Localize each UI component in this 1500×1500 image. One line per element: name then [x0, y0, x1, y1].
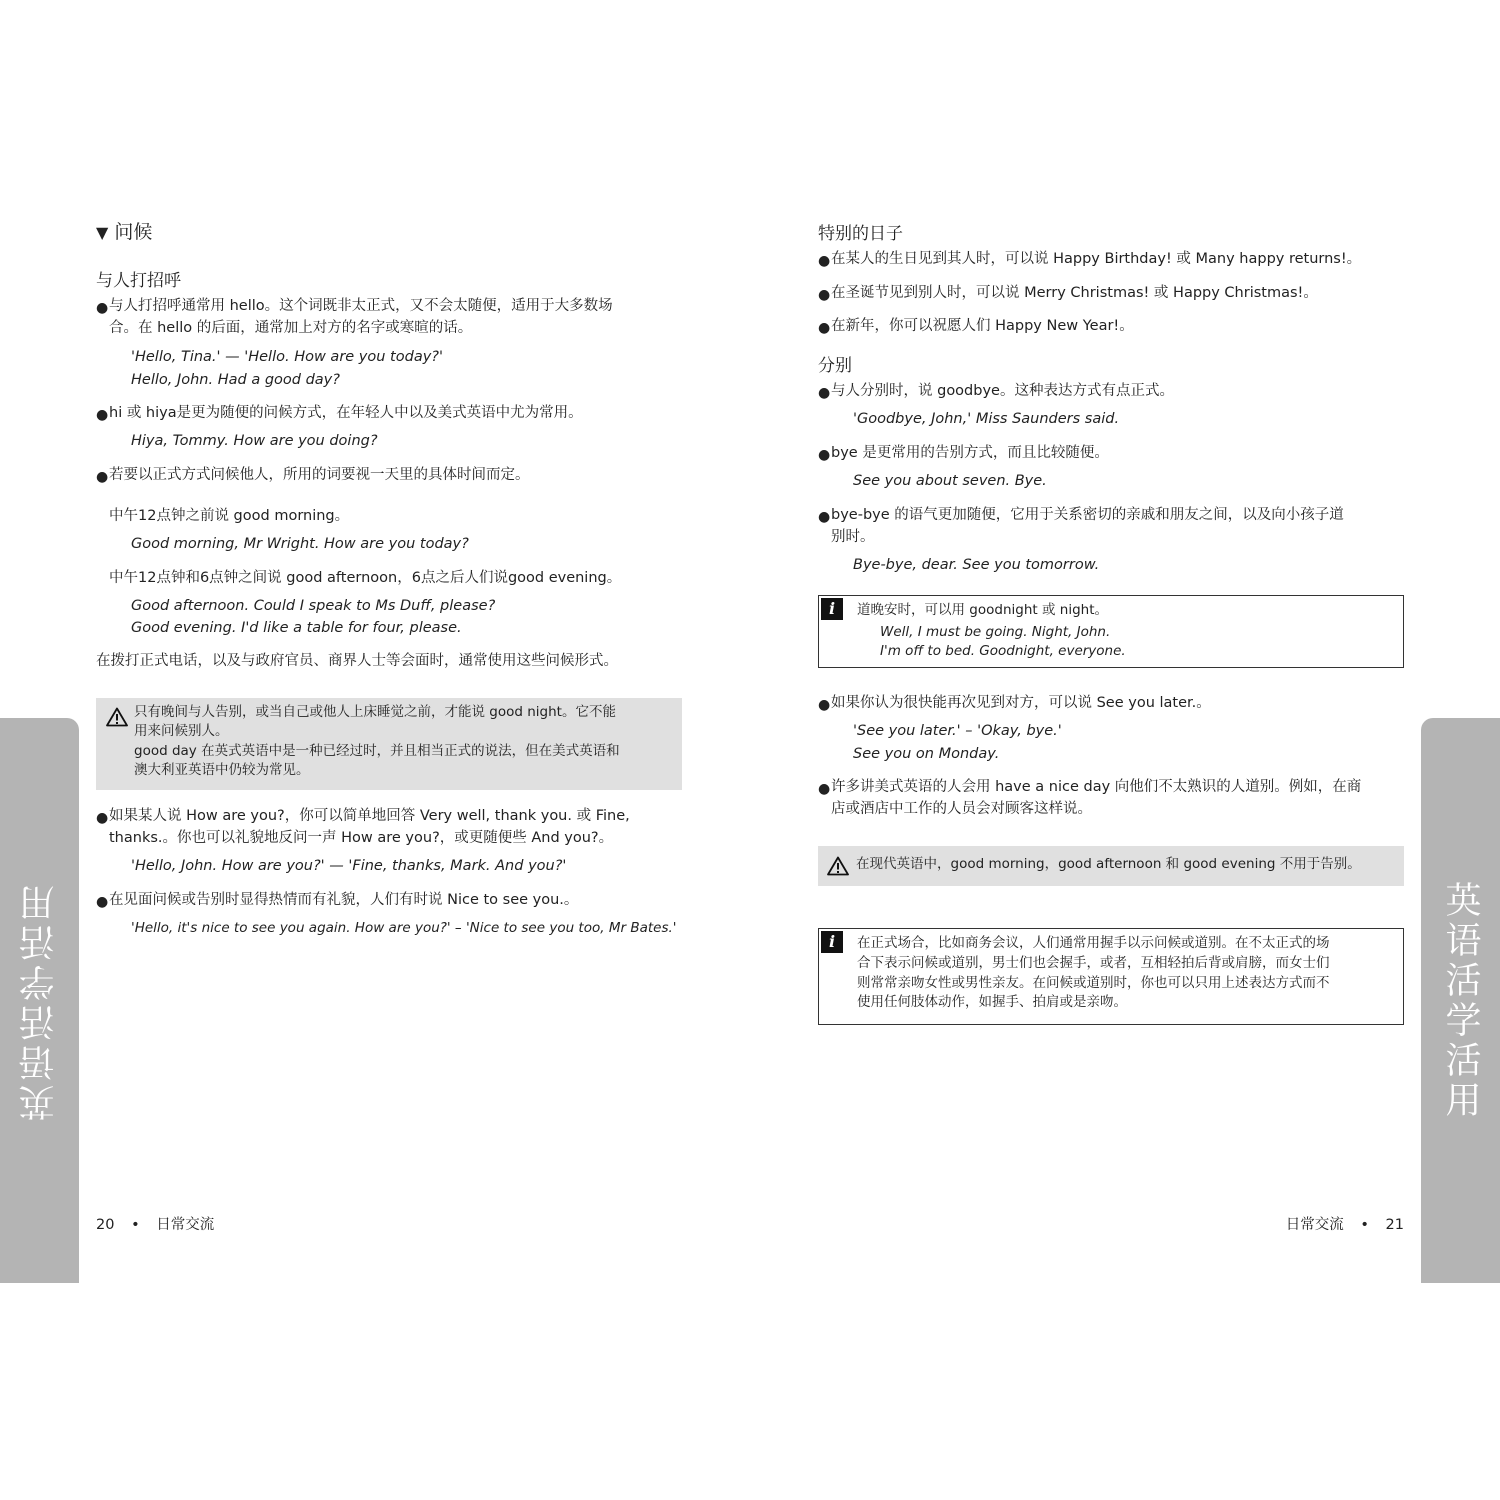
info-example: I'm off to bed. Goodnight, everyone.	[880, 643, 1126, 659]
example-line: See you on Monday.	[853, 746, 1000, 762]
bullet-icon: ●	[818, 781, 831, 797]
paragraph-line: 中午12点钟和6点钟之间说 good afternoon，6点之后人们说good evening。	[109, 570, 622, 586]
bullet-icon: ●	[96, 300, 109, 316]
section-heading: 特别的日子	[818, 224, 903, 244]
side-tab-label: 英语活学活用	[1440, 880, 1481, 1121]
info-icon: i	[821, 598, 843, 620]
example-line: 'Hello, it's nice to see you again. How are you?' – 'Nice to see you too, Mr Bates.'	[131, 920, 677, 936]
paragraph-line: 中午12点钟之前说 good morning。	[109, 508, 350, 524]
paragraph-line: thanks.。你也可以礼貌地反问一声 How are you?，或更随便些 And you?。	[109, 830, 614, 846]
info-line: 使用任何肢体动作，如握手、拍肩或是亲吻。	[857, 994, 1127, 1010]
info-box	[818, 595, 1404, 668]
info-box	[818, 928, 1404, 1025]
warning-line: 用来问候别人。	[134, 723, 229, 739]
paragraph-line: 许多讲美式英语的人会用 have a nice day 向他们不太熟识的人道别。例如，在商	[831, 779, 1362, 795]
example-line: Hello, John. Had a good day?	[131, 372, 340, 388]
side-tab-label: 英语活学活用	[19, 880, 60, 1121]
footer-separator: •	[1360, 1217, 1369, 1233]
paragraph-line: hi 或 hiya是更为随便的问候方式，在年轻人中以及美式英语中尤为常用。	[109, 405, 583, 421]
info-icon: i	[821, 931, 843, 953]
paragraph-line: 如果某人说 How are you?，你可以简单地回答 Very well, thank you. 或 Fine,	[109, 808, 630, 824]
example-line: 'Hello, Tina.' — 'Hello. How are you today?'	[131, 349, 443, 365]
info-example: Well, I must be going. Night, John.	[880, 624, 1111, 640]
warning-line: 澳大利亚英语中仍较为常见。	[134, 762, 310, 778]
example-line: Good afternoon. Could I speak to Ms Duff, please?	[131, 598, 496, 614]
paragraph-line: 若要以正式方式问候他人，所用的词要视一天里的具体时间而定。	[109, 467, 530, 483]
bullet-icon: ●	[818, 697, 831, 713]
paragraph-line: bye 是更常用的告别方式，而且比较随便。	[831, 445, 1109, 461]
footer-title: 日常交流	[156, 1217, 215, 1233]
example-line: Good evening. I'd like a table for four, please.	[131, 620, 462, 636]
bullet-icon: ●	[818, 447, 831, 463]
warning-line: good day 在英式英语中是一种已经过时，并且相当正式的说法，但在美式英语和	[134, 743, 620, 759]
warning-triangle-icon	[106, 707, 128, 727]
bullet-icon: ●	[96, 894, 109, 910]
bullet-icon: ●	[818, 509, 831, 525]
example-line: 'See you later.' – 'Okay, bye.'	[853, 723, 1062, 739]
example-line: 'Goodbye, John,' Miss Saunders said.	[853, 411, 1120, 427]
page-number: 21	[1385, 1217, 1404, 1233]
page-footer	[96, 1213, 214, 1234]
example-line: Good morning, Mr Wright. How are you today?	[131, 536, 469, 552]
paragraph-line: 合。在 hello 的后面，通常加上对方的名字或寒暄的话。	[109, 320, 473, 336]
footer-title: 日常交流	[1285, 1217, 1344, 1233]
info-line: 在正式场合，比如商务会议，人们通常用握手以示问候或道别。在不太正式的场	[857, 935, 1330, 951]
bullet-icon: ●	[96, 407, 109, 423]
bullet-icon: ●	[818, 385, 831, 401]
info-line: 则常常亲吻女性或男性亲友。在问候或道别时，你也可以只用上述表达方式而不	[857, 975, 1330, 991]
paragraph-line: bye-bye 的语气更加随便，它用于关系密切的亲戚和朋友之间，以及向小孩子道	[831, 507, 1344, 523]
paragraph-line: 在见面问候或告别时显得热情而有礼貌，人们有时说 Nice to see you.。	[109, 892, 579, 908]
warning-line: 只有晚间与人告别，或当自己或他人上床睡觉之前，才能说 good night。它不能	[134, 704, 616, 720]
footer-separator: •	[131, 1217, 140, 1233]
info-line: 道晚安时，可以用 goodnight 或 night。	[857, 602, 1108, 618]
bullet-icon: ●	[818, 287, 831, 303]
example-line: Bye-bye, dear. See you tomorrow.	[853, 557, 1100, 573]
warning-box	[96, 698, 682, 790]
section-heading: 分别	[818, 356, 852, 376]
paragraph-line: 在某人的生日见到其人时，可以说 Happy Birthday! 或 Many happy returns!。	[831, 251, 1362, 267]
paragraph-line: 在圣诞节见到别人时，可以说 Merry Christmas! 或 Happy Christmas!。	[831, 285, 1318, 301]
info-line: 合下表示问候或道别，男士们也会握手，或者，互相轻拍后背或肩膀，而女士们	[857, 955, 1330, 971]
warning-line: 在现代英语中，good morning，good afternoon 和 good evening 不用于告别。	[856, 856, 1361, 872]
paragraph-line: 别时。	[831, 529, 875, 545]
subheading: 与人打招呼	[96, 271, 181, 291]
page-number: 20	[96, 1217, 115, 1233]
paragraph-line: 与人分别时，说 goodbye。这种表达方式有点正式。	[831, 383, 1174, 399]
triangle-marker-icon: ▼	[96, 223, 109, 242]
paragraph-line: 在新年，你可以祝愿人们 Happy New Year!。	[831, 318, 1134, 334]
left-side-tab	[0, 718, 79, 1283]
warning-box	[818, 846, 1404, 886]
bullet-icon: ●	[818, 253, 831, 269]
bullet-icon: ●	[96, 469, 109, 485]
section-heading	[96, 217, 152, 244]
paragraph-line: 如果你认为很快能再次见到对方，可以说 See you later.。	[831, 695, 1211, 711]
paragraph-line: 在拨打正式电话，以及与政府官员、商界人士等会面时，通常使用这些问候形式。	[96, 653, 618, 669]
right-side-tab	[1421, 718, 1500, 1283]
example-line: See you about seven. Bye.	[853, 473, 1047, 489]
section-title: 问候	[114, 221, 153, 243]
bullet-icon: ●	[818, 320, 831, 336]
page-footer	[1286, 1213, 1404, 1234]
bullet-icon: ●	[96, 810, 109, 826]
example-line: Hiya, Tommy. How are you doing?	[131, 433, 378, 449]
paragraph-line: 与人打招呼通常用 hello。这个词既非太正式，又不会太随便，适用于大多数场	[109, 298, 613, 314]
example-line: 'Hello, John. How are you?' — 'Fine, thanks, Mark. And you?'	[131, 858, 567, 874]
warning-triangle-icon	[827, 856, 849, 876]
paragraph-line: 店或酒店中工作的人员会对顾客这样说。	[831, 801, 1092, 817]
